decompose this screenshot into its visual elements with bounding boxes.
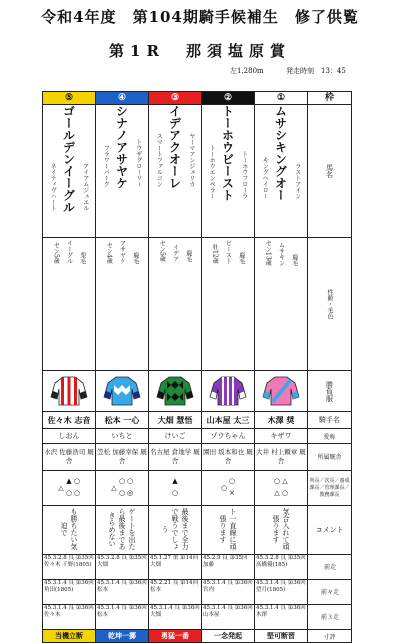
jockey-silks	[96, 371, 149, 412]
label-zen3: 前３走	[308, 605, 352, 630]
comment-text: も勝ちたい気迫で	[60, 508, 78, 550]
stable: 名古屋 倉地学 厩舎	[149, 444, 202, 471]
nickname: いちと	[96, 429, 149, 444]
horse-misc: アサヤケ	[118, 240, 126, 264]
jockey-name: 松本 一心	[96, 412, 149, 429]
stable: 笠松 加藤幸保 厩舎	[96, 444, 149, 471]
gate-number-row	[43, 92, 352, 105]
prev-race-1-row	[43, 555, 352, 580]
silks-icon	[208, 373, 248, 407]
jockey-name: 木澤 奨	[255, 412, 308, 429]
stable: 園田 坂本和也 厩舎	[202, 444, 255, 471]
comment-text: 最後まで全力で戦うでしょう	[161, 508, 189, 550]
label-waku: 枠	[308, 92, 352, 105]
prev-race: 45.3.1.4 良 第36回 山本屋	[202, 605, 255, 630]
prev-race: 45.3.1.4 良 第36回 松本	[96, 580, 149, 605]
gate-number: ①	[255, 92, 308, 105]
prediction-marks	[202, 471, 255, 506]
label-comment: コメント	[308, 506, 352, 555]
jockey-silks	[43, 371, 96, 412]
stable: 水沢 佐藤浩司 厩舎	[43, 444, 96, 471]
horse-sire: フラワーパーク	[102, 145, 110, 187]
motto: 乾坤一擲	[96, 630, 149, 643]
sex-age: セン13歳	[264, 240, 272, 266]
gate-number: ②	[202, 92, 255, 105]
horse-misc: イーグル	[65, 240, 73, 264]
comment	[43, 506, 96, 555]
horse-dam: アイアムジュエル	[81, 163, 89, 211]
horse-misc: イデア	[171, 243, 179, 262]
page-title: 令和4年度 第104期騎手候補生 修了供覧	[41, 8, 359, 26]
sex-age-row	[43, 238, 352, 371]
horse-cell	[202, 105, 255, 238]
prev-race: 45.2.21 良 第14回 松本	[149, 580, 202, 605]
horse-dam: ヤーマアンジェリカ	[187, 133, 195, 187]
marks-text: ▲ ○	[171, 477, 179, 499]
jockey-name: 山本屋 太三	[202, 412, 255, 429]
horse-dam: トウザグローリー	[134, 139, 142, 187]
start-time: 発走時刻 13：45	[286, 67, 346, 75]
prev-race: 45.3.2.8 良 第35回 大畑	[96, 555, 149, 580]
sex-age-cell	[255, 238, 308, 371]
horse-sire: ネイティヴハート	[49, 163, 57, 211]
horse-cell	[255, 105, 308, 238]
stable-row	[43, 444, 352, 471]
horse-name-row	[43, 105, 352, 238]
horse-name: トーホウビースト	[220, 105, 235, 201]
gate-number: ⑤	[43, 92, 96, 105]
horse-name: シナノアサヤケ	[114, 105, 129, 189]
label-sunpyo: 寸評	[308, 630, 352, 643]
jockey-name: 佐々木 志音	[43, 412, 96, 429]
sex-age: セン5歳	[52, 242, 60, 264]
nickname: けいご	[149, 429, 202, 444]
prev-race: 45.3.1.4 良 第36回 角田(1805)	[43, 580, 96, 605]
prev-race: 45.3.2.8 良 第35回 佐々木 千野(1805)	[43, 555, 96, 580]
comment-text: ト一直線に頑張ります	[219, 508, 237, 550]
marks-text: ○ × ○	[220, 477, 236, 499]
nickname: ゾウちゃん	[202, 429, 255, 444]
horse-dam: ラストアイン	[293, 163, 301, 199]
stable: 大井 村上頼章 厩舎	[255, 444, 308, 471]
label-bamei: 馬名	[308, 105, 352, 238]
comment	[149, 506, 202, 555]
prev-race: 45.3.1.4 良 第36回 木澤	[255, 605, 308, 630]
horse-misc: ムサキン	[277, 241, 285, 266]
race-distance: 左1,280m	[230, 67, 264, 75]
prev-race: 45.3.1.4 良 第36回 松本	[96, 605, 149, 630]
coat-color: 鹿毛	[237, 252, 245, 264]
silks-icon	[155, 373, 195, 407]
race-card-table	[42, 91, 352, 643]
horse-name: イデアクオーレ	[167, 105, 182, 189]
nickname: キザワ	[255, 429, 308, 444]
label-shozoku: 所属厩舎	[308, 444, 352, 471]
prev-race-3-row	[43, 605, 352, 630]
label-seibetsu: 性齢・毛色	[308, 238, 352, 371]
sex-age-cell	[43, 238, 96, 371]
coat-color: 鹿毛	[131, 252, 139, 264]
comment	[202, 506, 255, 555]
horse-name: ゴールデンイーグル	[61, 105, 76, 213]
prev-race: 45.2.9 良 第35回 加藤	[202, 555, 255, 580]
label-zen2: 前々走	[308, 580, 352, 605]
marks-text: ○ ○ ▲ ○ △	[57, 477, 81, 499]
prediction-marks	[149, 471, 202, 506]
prev-race-2-row	[43, 580, 352, 605]
nickname-row	[43, 429, 352, 444]
marks-text: ○ ◎ ○ ○ △	[110, 477, 134, 499]
horse-sire: トーホウエンペラー	[208, 145, 216, 199]
motto: 一念発起	[202, 630, 255, 643]
gate-number: ③	[149, 92, 202, 105]
prev-race: 45.3.1.4 良 第36回 大畑	[149, 605, 202, 630]
prediction-marks	[255, 471, 308, 506]
gate-number: ④	[96, 92, 149, 105]
prediction-marks	[96, 471, 149, 506]
prev-race: 45.3.1.4 良 第36回 佐々木	[43, 605, 96, 630]
label-shosho: 所長／次長／養成課長／管理課長／教務課長	[308, 471, 352, 506]
silks-icon	[261, 373, 301, 407]
horse-sire: キングヘイロー	[261, 157, 269, 199]
horse-misc: ビースト	[224, 240, 232, 264]
prev-race: 45.1.27 重 第14回 大畑	[149, 555, 202, 580]
sex-age-cell	[149, 238, 202, 371]
horse-dam: トーホウフローラ	[240, 151, 248, 199]
jockey-silks	[202, 371, 255, 412]
sex-age-cell	[96, 238, 149, 371]
comment-text: 気合入れて頑張ります	[272, 508, 290, 550]
sex-age-cell	[202, 238, 255, 371]
prediction-marks	[43, 471, 96, 506]
motto: 堅可断習	[255, 630, 308, 643]
coat-color: 鹿毛	[290, 253, 298, 266]
prev-race: 45.3.1.4 良 第36回 望月(1805)	[255, 580, 308, 605]
jockey-silks	[255, 371, 308, 412]
prediction-marks-row	[43, 471, 352, 506]
label-fukushoku: 勝負服	[308, 371, 352, 412]
sex-age: セン4歳	[105, 242, 113, 264]
label-kishu: 騎手名	[308, 412, 352, 429]
prev-race: 45.3.2.8 良 第35回 髙橋優(185)	[255, 555, 308, 580]
comment	[96, 506, 149, 555]
nickname: しおん	[43, 429, 96, 444]
coat-color: 栗毛	[78, 252, 86, 264]
jockey-row	[43, 412, 352, 429]
comment-text: ゲートを出たら最後まであきらめない	[108, 508, 136, 550]
race-title: 第1R 那須塩原賞	[109, 42, 291, 60]
prev-race: 45.3.1.4 良 第36回 宮内	[202, 580, 255, 605]
motto: 当機立断	[43, 630, 96, 643]
jockey-silks	[149, 371, 202, 412]
label-aisho: 愛称	[308, 429, 352, 444]
sex-age: 牡12歳	[211, 244, 219, 264]
comment	[255, 506, 308, 555]
horse-sire: スマートファルコン	[155, 133, 163, 187]
label-zen1: 前走	[308, 555, 352, 580]
marks-text: △ ○ ○ △	[273, 477, 289, 499]
horse-cell	[96, 105, 149, 238]
horse-cell	[149, 105, 202, 238]
silks-icon	[49, 373, 89, 407]
silks-row	[43, 371, 352, 412]
comment-row	[43, 506, 352, 555]
coat-color: 鹿毛	[184, 249, 192, 262]
horse-cell	[43, 105, 96, 238]
jockey-name: 大畑 慧悟	[149, 412, 202, 429]
horse-name: ムサシキングオー	[273, 105, 288, 201]
motto: 勇猛一番	[149, 630, 202, 643]
motto-row	[43, 630, 352, 643]
sex-age: セン5歳	[158, 240, 166, 262]
silks-icon	[102, 373, 142, 407]
